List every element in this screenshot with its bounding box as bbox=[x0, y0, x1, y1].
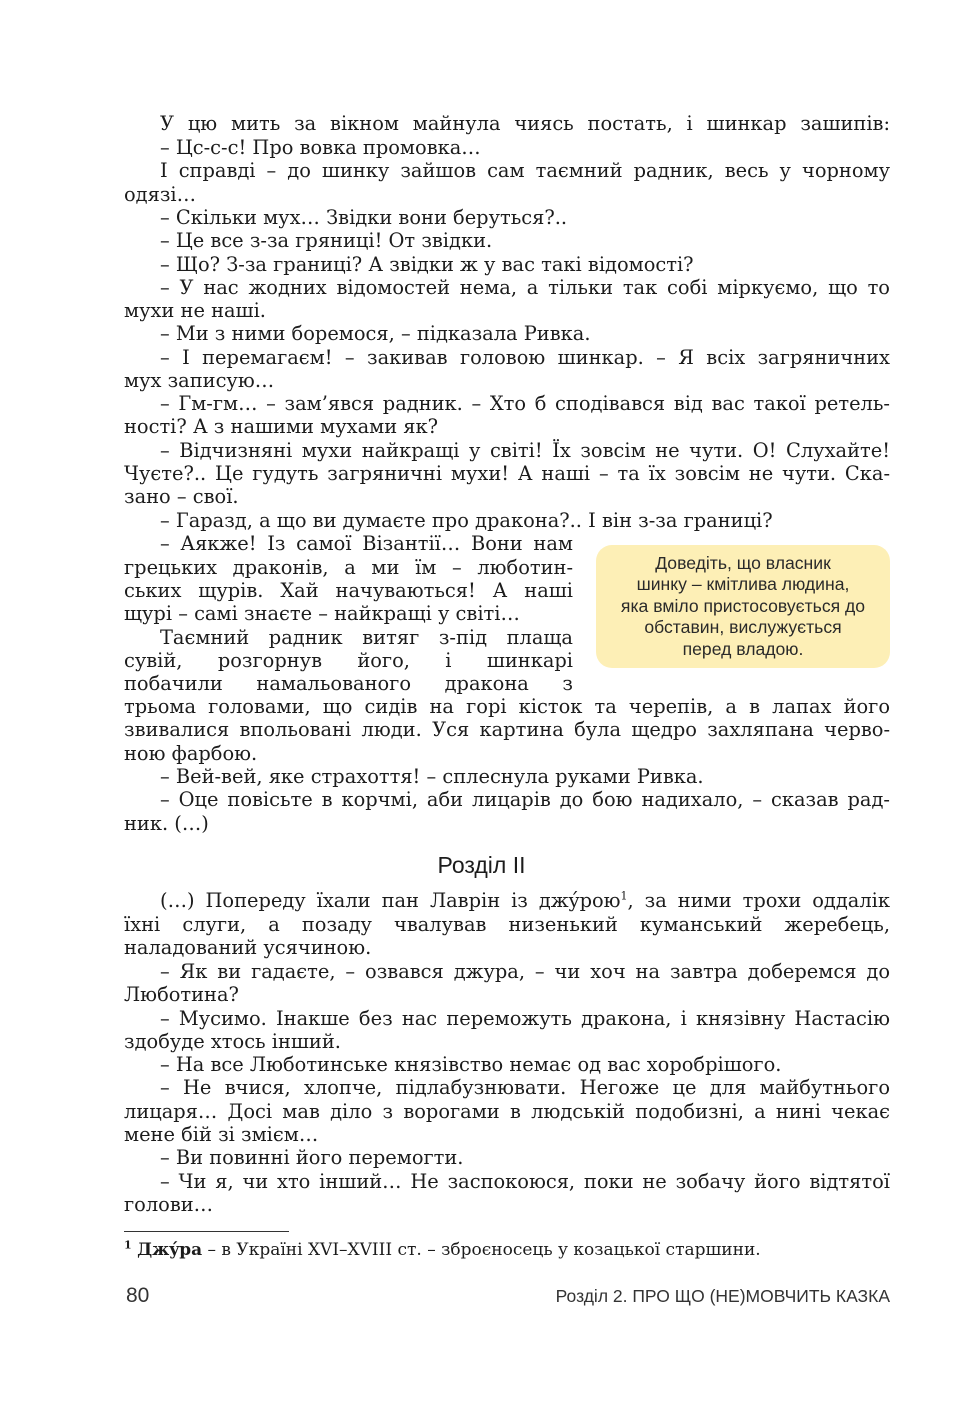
text-line: здобуде хтось інший. bbox=[124, 1030, 341, 1053]
text-fragment: (…) Попереду їхали пан Лаврін із джýрою bbox=[160, 889, 621, 912]
callout-line: яка вміло пристосовується до bbox=[620, 595, 866, 616]
text-line: – Скільки мух… Звідки вони беруться?.. bbox=[160, 206, 568, 229]
text-line: Таємний радник витяг з-під плаща bbox=[160, 626, 573, 649]
text-line: – Мусимо. Інакше без нас переможуть дракона, і князівну Настасію bbox=[160, 1007, 890, 1030]
callout-line: перед владою. bbox=[682, 638, 804, 659]
text-line: мене бій зі змієм… bbox=[124, 1123, 319, 1146]
text-line: – На все Люботинське князівство немає од вас хоробрішого. bbox=[160, 1053, 782, 1076]
text-line: – Не вчися, хлопче, підлабузнювати. Негоже це для майбутнього bbox=[160, 1076, 890, 1099]
running-footer: Розділ 2. ПРО ЩО (НЕ)МОВЧИТЬ КАЗКА bbox=[555, 1286, 890, 1306]
text-line: Чуєте?.. Це гудуть загряничні мухи! А наші – та їх зовсім не чути. Ска- bbox=[124, 462, 890, 485]
text-line: – У нас жодних відомостей нема, а тільки так собі міркуємо, що то bbox=[160, 276, 890, 299]
footnote-text: – в Україні XVI–XVIII ст. – зброєносець у козацької старшини. bbox=[202, 1240, 761, 1260]
text-line: – Що? З-за границі? А звідки ж у вас такі відомості? bbox=[160, 253, 694, 276]
text-line: ною фарбою. bbox=[124, 742, 258, 765]
text-line: – І перемагаєм! – закивав головою шинкар. – Я всіх загряничних bbox=[160, 346, 890, 369]
text-line: ник. (…) bbox=[124, 812, 209, 835]
text-line: їхні слуги, а позаду чвалував низенький куманський жеребець, bbox=[124, 913, 890, 936]
footnote-ref: 1 bbox=[620, 889, 628, 903]
text-line: – Ми з ними боремося, – підказала Ривка. bbox=[160, 322, 591, 345]
text-line: – Вей-вей, яке страхоття! – сплеснула руками Ривка. bbox=[160, 765, 704, 788]
text-line: зано – свої. bbox=[124, 485, 239, 508]
text-line: ності? А з нашими мухами як? bbox=[124, 415, 439, 438]
section-heading: Розділ ІІ bbox=[437, 852, 526, 878]
text-line: голови… bbox=[124, 1193, 214, 1216]
text-line: мух записую… bbox=[124, 369, 275, 392]
text-line-with-footnote bbox=[124, 889, 890, 913]
text-line: мухи не наші. bbox=[124, 299, 266, 322]
text-line: ських щурів. Хай начуваються! А наші bbox=[124, 579, 573, 602]
text-line: – Оце повісьте в корчмі, аби лицарів до бою надихало, – сказав рад- bbox=[160, 788, 890, 811]
text-line: – Відчизняні мухи найкращі у світі! Їх зовсім не чути. О! Слухайте! bbox=[160, 439, 890, 462]
text-line: наладований усячиною. bbox=[124, 936, 372, 959]
text-line: трьома головами, що сидів на горі кісток та черепів, а в лапах його bbox=[124, 695, 890, 718]
footnote bbox=[124, 1238, 761, 1262]
text-line: У цю мить за вікном майнула чиясь постать, і шинкар зашипів: bbox=[160, 112, 890, 135]
text-line: – Гм-гм… – зам’явся радник. – Хто б сподівався від вас такої ретель- bbox=[160, 392, 890, 415]
text-line: одязі… bbox=[124, 183, 197, 206]
page-number: 80 bbox=[126, 1284, 150, 1307]
text-line: Люботина? bbox=[124, 983, 239, 1006]
text-line: звивалися впольовані люди. Уся картина була щедро захляпана черво- bbox=[124, 718, 890, 741]
callout-line: обставин, вислужується bbox=[644, 617, 842, 638]
callout-line: Доведіть, що власник bbox=[655, 552, 831, 573]
text-line: – Гаразд, а що ви думаєте про дракона?.. І він з-за границі? bbox=[160, 509, 773, 532]
text-line: – Це все з-за гряниці! От звідки. bbox=[160, 229, 493, 252]
text-line: лицаря… Досі мав діло з ворогами в людській подобизні, а нині чекає bbox=[124, 1100, 890, 1123]
text-line: І справді – до шинку зайшов сам таємний радник, весь у чорному bbox=[160, 159, 890, 182]
text-line: – Чи я, чи хто інший… Не заспокоюся, поки не зобачу його відтятої bbox=[160, 1170, 890, 1193]
text-line: – Ви повинні його перемогти. bbox=[160, 1146, 464, 1169]
text-line: щурі – самі знаєте – найкращі у світі… bbox=[124, 602, 520, 625]
footnote-mark: 1 bbox=[124, 1238, 132, 1252]
footnote-term: Джýра bbox=[137, 1240, 203, 1260]
text-line: – Цс-с-с! Про вовка промовка… bbox=[160, 136, 481, 159]
text-line: – Аякже! Із самої Візантії… Вони нам bbox=[160, 532, 573, 555]
text-line: сувій, розгорнув його, і шинкарі bbox=[124, 649, 573, 672]
text-line: побачили намальованого дракона з bbox=[124, 672, 573, 695]
question-callout bbox=[596, 545, 890, 668]
footnote-divider bbox=[124, 1231, 289, 1232]
callout-line: шинку – кмітлива людина, bbox=[636, 574, 850, 595]
text-line: – Як ви гадаєте, – озвався джура, – чи хоч на завтра доберемся до bbox=[160, 960, 890, 983]
text-line: грецьких драконів, а ми їм – люботин- bbox=[124, 556, 573, 579]
text-fragment: , за ними трохи оддалік bbox=[627, 889, 890, 912]
